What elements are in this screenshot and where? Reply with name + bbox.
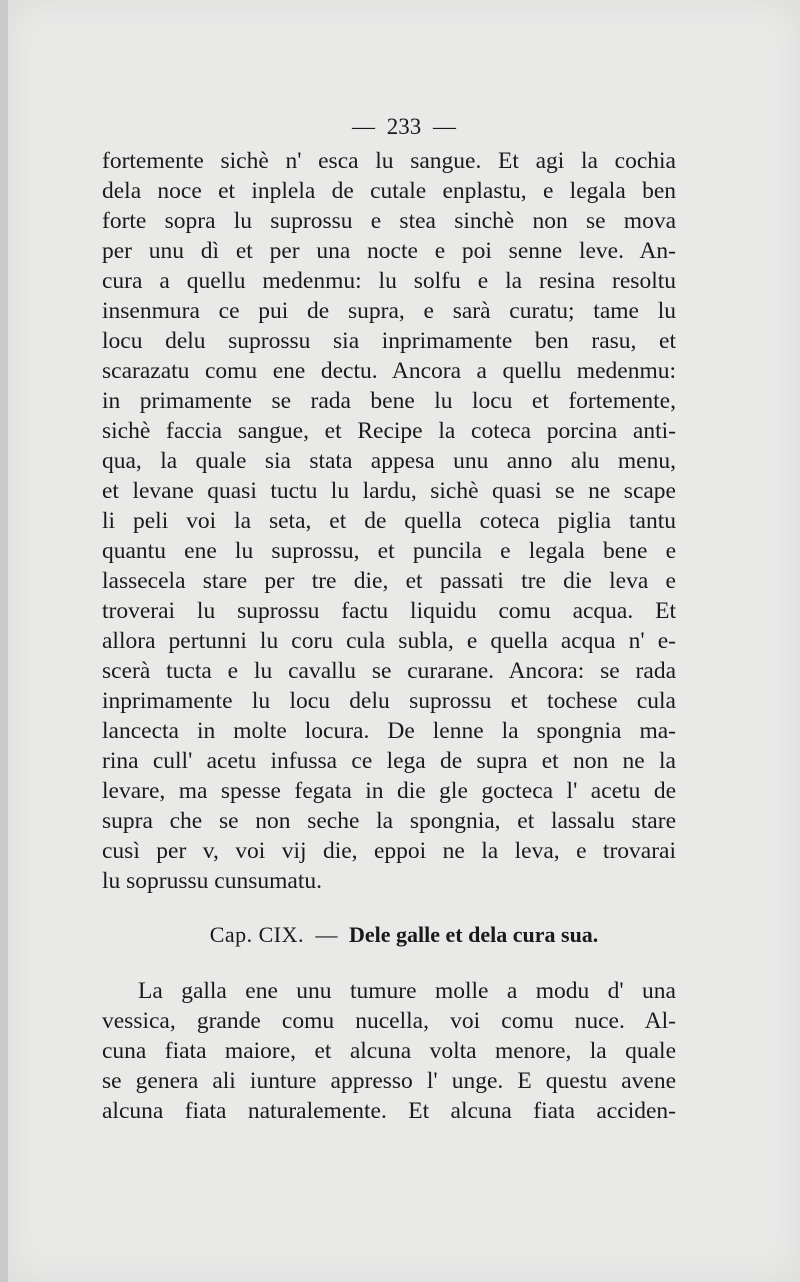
text-line: inprimamente lu locu delu suprossu et tochese cula <box>102 688 676 714</box>
text-line: dela noce et inplela de cutale enplastu, e legala ben <box>102 178 676 204</box>
text-line: scerà tucta e lu cavallu se curarane. Ancora: se rada <box>102 658 676 684</box>
chapter-number: Cap. CIX. <box>209 922 305 947</box>
text-line: cura a quellu medenmu: lu solfu e la resina resoltu <box>102 268 676 294</box>
text-line: lancecta in molte locura. De lenne la spongnia ma- <box>102 718 676 744</box>
text-line: supra che se non seche la spongnia, et lassalu stare <box>102 808 676 834</box>
text-line: La galla ene unu tumure molle a modu d' una <box>138 978 676 1004</box>
text-line: quantu ene lu suprossu, et puncila e legala bene e <box>102 538 676 564</box>
text-line: qua, la quale sia stata appesa unu anno alu menu, <box>102 448 676 474</box>
text-line: scarazatu comu ene dectu. Ancora a quellu medenmu: <box>102 358 676 384</box>
text-line: allora pertunni lu coru cula subla, e quella acqua n' e- <box>102 628 676 654</box>
text-line: alcuna fiata naturalemente. Et alcuna fiata acciden- <box>102 1098 676 1124</box>
text-line: in primamente se rada bene lu locu et fortemente, <box>102 388 676 414</box>
text-line: forte sopra lu suprossu e stea sinchè non se mova <box>102 208 676 234</box>
text-line: et levane quasi tuctu lu lardu, sichè quasi se ne scape <box>102 478 676 504</box>
book-page <box>8 0 800 1282</box>
text-line: locu delu suprossu sia inprimamente ben rasu, et <box>102 328 676 354</box>
paragraph-2 <box>102 976 676 1126</box>
text-line: se genera ali iunture appresso l' unge. E questu avene <box>102 1068 676 1094</box>
chapter-title: Dele galle et dela cura sua. <box>349 922 599 947</box>
page-number-dash-right: — <box>433 114 456 139</box>
text-line: sichè faccia sangue, et Recipe la coteca porcina anti- <box>102 418 676 444</box>
text-line: per unu dì et per una nocte e poi senne leve. An- <box>102 238 676 264</box>
page-number <box>8 114 800 140</box>
page-number-dash-left: — <box>352 114 375 139</box>
paragraph-1 <box>102 146 676 896</box>
text-line: cusì per v, voi vij die, eppoi ne la leva, e trovarai <box>102 838 676 864</box>
page-number-value: 233 <box>386 114 422 139</box>
text-line: fortemente sichè n' esca lu sangue. Et agi la cochia <box>102 148 676 174</box>
text-line: vessica, grande comu nucella, voi comu nuce. Al- <box>102 1008 676 1034</box>
text-line: li peli voi la seta, et de quella coteca piglia tantu <box>102 508 676 534</box>
text-line: insenmura ce pui de supra, e sarà curatu; tame lu <box>102 298 676 324</box>
text-line: cuna fiata maiore, et alcuna volta menore, la quale <box>102 1038 676 1064</box>
text-line: lu soprussu cunsumatu. <box>102 868 322 894</box>
chapter-heading <box>8 920 800 950</box>
text-line: rina cull' acetu infussa ce lega de supra et non ne la <box>102 748 676 774</box>
text-line: lassecela stare per tre die, et passati tre die leva e <box>102 568 676 594</box>
text-line: troverai lu suprossu factu liquidu comu acqua. Et <box>102 598 676 624</box>
heading-separator: — <box>315 922 338 947</box>
text-line: levare, ma spesse fegata in die gle gocteca l' acetu de <box>102 778 676 804</box>
